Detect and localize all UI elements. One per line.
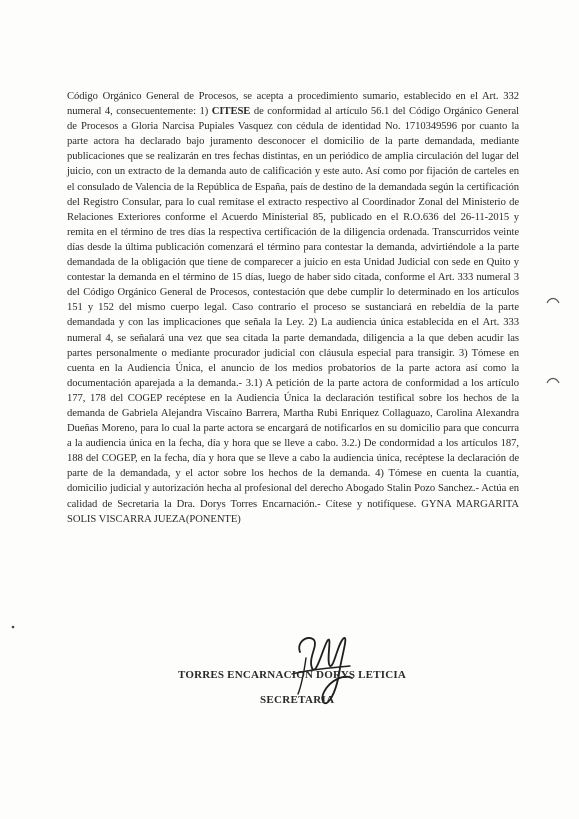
paragraph-text-rest: de conformidad al artículo 56.1 del Código Orgánico General de Procesos a Gloria Narcisa Pupiales Vasquez con cédula de identidad No. 1710349596 por cuanto la parte actora ha declarado bajo juramento desconocer el domicilio de la parte demandada, mediante publicaciones que se realizarán en tres fechas distintas, en un periódico de amplia circulación del lugar del juicio, con un extracto de la demanda auto de calificación y este auto. Así como por fijación de carteles en el consulado de Valencia de la República de España, país de destino de la demandada según la certificación del Registro Consular, para lo cual remítase el extracto respectivo al Coordinador Zonal del Ministerio de Relaciones Exteriores conforme el Acuerdo Ministerial 85, publicado en el R.O.636 del 26-11-2015 y remita en el término de tres días la respectiva certificación de la diligencia ordenada. Transcurridos veinte días desde la última publicación comenzará el término para contestar la demanda, advirtiéndole a la parte demandada de la obligación que tiene de comparecer a juicio en esta Unidad Judicial con sede en Quito y contestar la demanda en el término de 15 días, luego de haber sido citada, conforme el Art. 333 numeral 3 del Código Orgánico General de Procesos, contestación que debe cumplir lo determinado en los artículos 151 y 152 del mismo cuerpo legal. Caso contrario el proceso se sustanciará en rebeldía de la parte demandada y con las implicaciones que señala la Ley. 2) La audiencia única establecida en el Art. 333 numeral 4, se señalará una vez que sea citada la parte demandada, diligencia a la que deben acudir las partes personalmente o mediante procurador judicial con cláusula especial para transigir. 3) Tómese en cuenta en la Audiencia Única, el anuncio de los medios probatorios de la parte actora así como la documentación aparejada a la demanda.- 3.1) A petición de la parte actora de conformidad a los artículo 177, 178 del COGEP recéptese en la Audiencia Única la declaración testifical sobre los hechos de la demanda de Gabriela Alejandra Viscaíno Barrera, Martha Rubi Enriquez Collaguazo, Carolina Alexandra Dueñas Moreno, para lo cual la parte actora se encargará de notificarlos en su domicilio para que concurra a la audiencia única en la fecha, día y hora que se lleve a cabo. 3.2.) De condormidad a los artículos 187, 188 del COGEP, en la fecha, día y hora que se lleve a cabo la audiencia única, recéptese la declaración de parte de la demandada, y el actor sobre los hechos de la demanda. 4) Tómese en cuenta la cuantía, domicilio judicial y autorización hecha al profesional del derecho Abogado Stalin Pozo Sanchez.- Actúa en calidad de Secretaria la Dra. Dorys Torres Encarnación.- Cítese y notifíquese. GYNA MARGARITA SOLIS VISCARRA JUEZA(PONENTE) [67, 106, 519, 525]
citese-bold-word: CITESE [211, 106, 251, 118]
scan-dot-icon [11, 625, 15, 629]
margin-mark-icon [545, 294, 561, 306]
main-paragraph [67, 89, 519, 527]
margin-mark-icon [545, 374, 561, 386]
document-body [67, 89, 519, 527]
paragraph-text-start: Código Orgánico General de Procesos, se acepta a procedimiento sumario, establecido en el Art. 332 numeral 4, consecuentemente: 1) [67, 91, 519, 118]
signatory-name: TORRES ENCARNACION DORYS LETICIA [178, 669, 406, 681]
signatory-role: SECRETARIA [260, 694, 335, 706]
signature-block [0, 610, 579, 720]
